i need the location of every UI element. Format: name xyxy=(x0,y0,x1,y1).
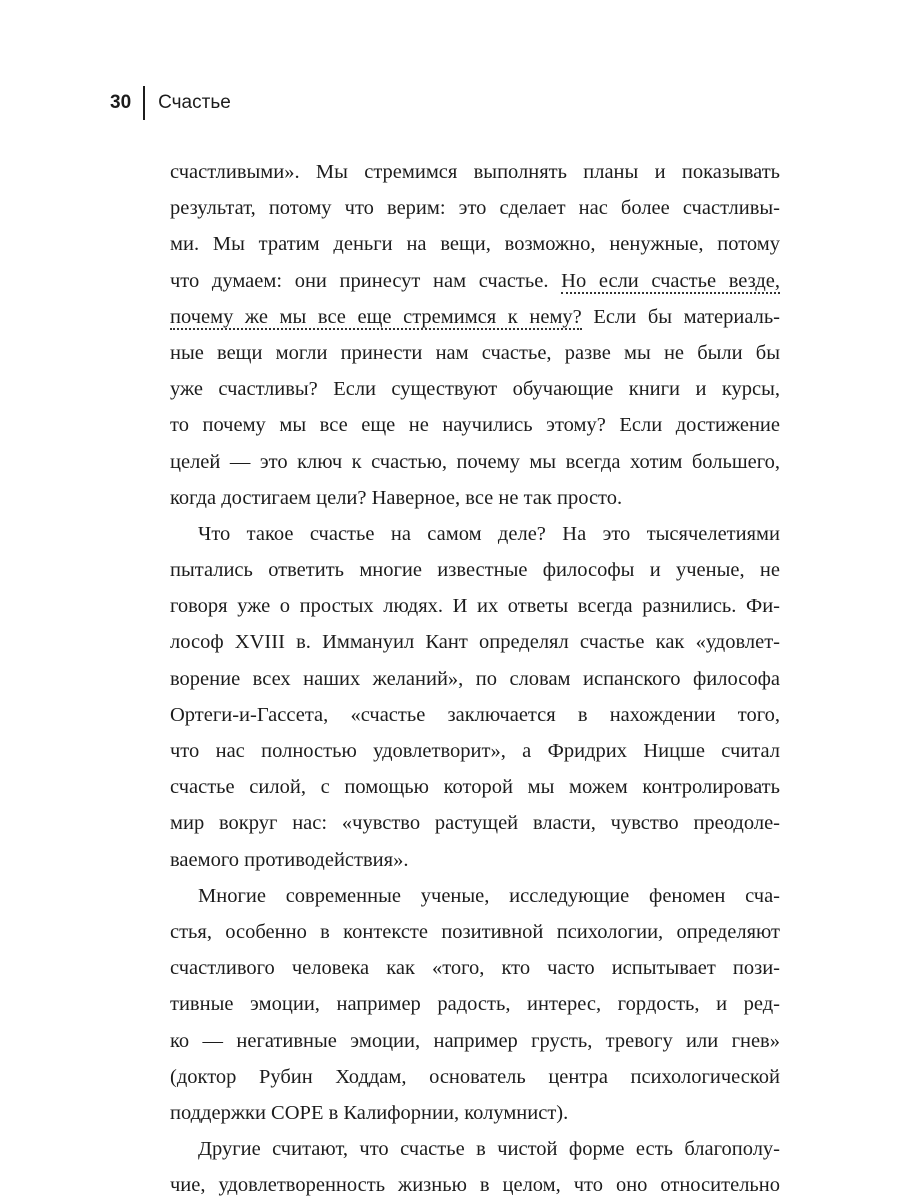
dotted-underline-highlight: почему же мы все еще стремимся к нему? xyxy=(170,305,582,328)
page-number: 30 xyxy=(110,92,132,113)
text-line xyxy=(170,190,780,226)
text-line xyxy=(170,733,780,769)
text-line xyxy=(170,986,780,1022)
line-text: что думаем: они принесут нам счастье. xyxy=(170,269,549,292)
text-line xyxy=(170,407,780,443)
text-line xyxy=(170,769,780,805)
line-text: ные вещи могли принести нам счастье, разве мы не были бы xyxy=(170,341,780,364)
line-text: результат, потому что верим: это сделает нас более счастливы- xyxy=(170,197,780,220)
text-line xyxy=(170,842,780,878)
line-text: тивные эмоции, например радость, интерес, гордость, и ред- xyxy=(170,993,780,1016)
text-line xyxy=(170,154,780,190)
line-text: когда достигаем цели? Наверное, все не так просто. xyxy=(170,486,623,509)
text-line xyxy=(170,480,780,516)
text-line xyxy=(170,1131,780,1167)
line-text: ко — негативные эмоции, например грусть, тревогу или гнев» xyxy=(170,1029,780,1052)
line-text: что нас полностью удовлетворит», а Фридрих Ницше считал xyxy=(170,740,780,762)
line-text: счастливыми». Мы стремимся выполнять планы и показывать xyxy=(170,161,780,183)
line-text: ваемого противодействия». xyxy=(170,848,409,871)
line-text: лософ XVIII в. Иммануил Кант определял счастье как «удовлет- xyxy=(170,631,780,654)
line-text: ворение всех наших желаний», по словам испанского философа xyxy=(170,667,780,690)
running-title: Счастье xyxy=(158,92,231,113)
body-text xyxy=(170,154,780,1203)
line-text: счастье силой, с помощью которой мы можем контролировать xyxy=(170,776,780,799)
line-text: чие, удовлетворенность жизнью в целом, что оно относительно xyxy=(170,1174,780,1197)
text-line xyxy=(170,624,780,660)
line-text: уже счастливы? Если существуют обучающие книги и курсы, xyxy=(170,378,780,401)
text-line xyxy=(170,371,780,407)
line-text: Ортеги-и-Гассета, «счастье заключается в нахождении того, xyxy=(170,703,780,726)
header-divider xyxy=(143,86,145,120)
text-line xyxy=(170,335,780,371)
text-line xyxy=(170,914,780,950)
text-line xyxy=(170,588,780,624)
line-text: говоря уже о простых людях. И их ответы всегда разнились. Фи- xyxy=(170,595,780,618)
text-line xyxy=(170,1167,780,1203)
line-text: поддержки COPE в Калифорнии, колумнист). xyxy=(170,1101,569,1124)
text-line xyxy=(170,263,780,299)
dotted-underline-highlight: Но если счастье везде, xyxy=(561,269,780,292)
text-line xyxy=(170,1023,780,1059)
line-text: целей — это ключ к счастью, почему мы всегда хотим большего, xyxy=(170,450,780,473)
text-line xyxy=(170,226,780,262)
text-line xyxy=(170,878,780,914)
line-text: ми. Мы тратим деньги на вещи, возможно, ненужные, потому xyxy=(170,233,780,256)
line-text: пытались ответить многие известные философы и ученые, не xyxy=(170,559,780,582)
line-text: Что такое счастье на самом деле? На это тысячелетиями xyxy=(198,522,780,545)
line-text: Другие считают, что счастье в чистой форме есть благополу- xyxy=(198,1138,780,1161)
text-line xyxy=(170,697,780,733)
line-text: (доктор Рубин Ходдам, основатель центра психологической xyxy=(170,1065,780,1088)
line-text: Если бы материаль- xyxy=(581,305,780,328)
text-line xyxy=(170,444,780,480)
text-line xyxy=(170,299,780,335)
text-line xyxy=(170,1095,780,1131)
text-line xyxy=(170,661,780,697)
text-line xyxy=(170,950,780,986)
text-line xyxy=(170,1059,780,1095)
line-text: стья, особенно в контексте позитивной психологии, определяют xyxy=(170,920,780,943)
text-line xyxy=(170,805,780,841)
text-line xyxy=(170,552,780,588)
text-line xyxy=(170,516,780,552)
line-text: Многие современные ученые, исследующие феномен сча- xyxy=(198,884,780,907)
line-text: мир вокруг нас: «чувство растущей власти, чувство преодоле- xyxy=(170,812,780,835)
line-text: то почему мы все еще не научились этому? Если достижение xyxy=(170,414,780,437)
running-header xyxy=(110,86,231,120)
line-text: счастливого человека как «того, кто часто испытывает пози- xyxy=(170,957,780,980)
